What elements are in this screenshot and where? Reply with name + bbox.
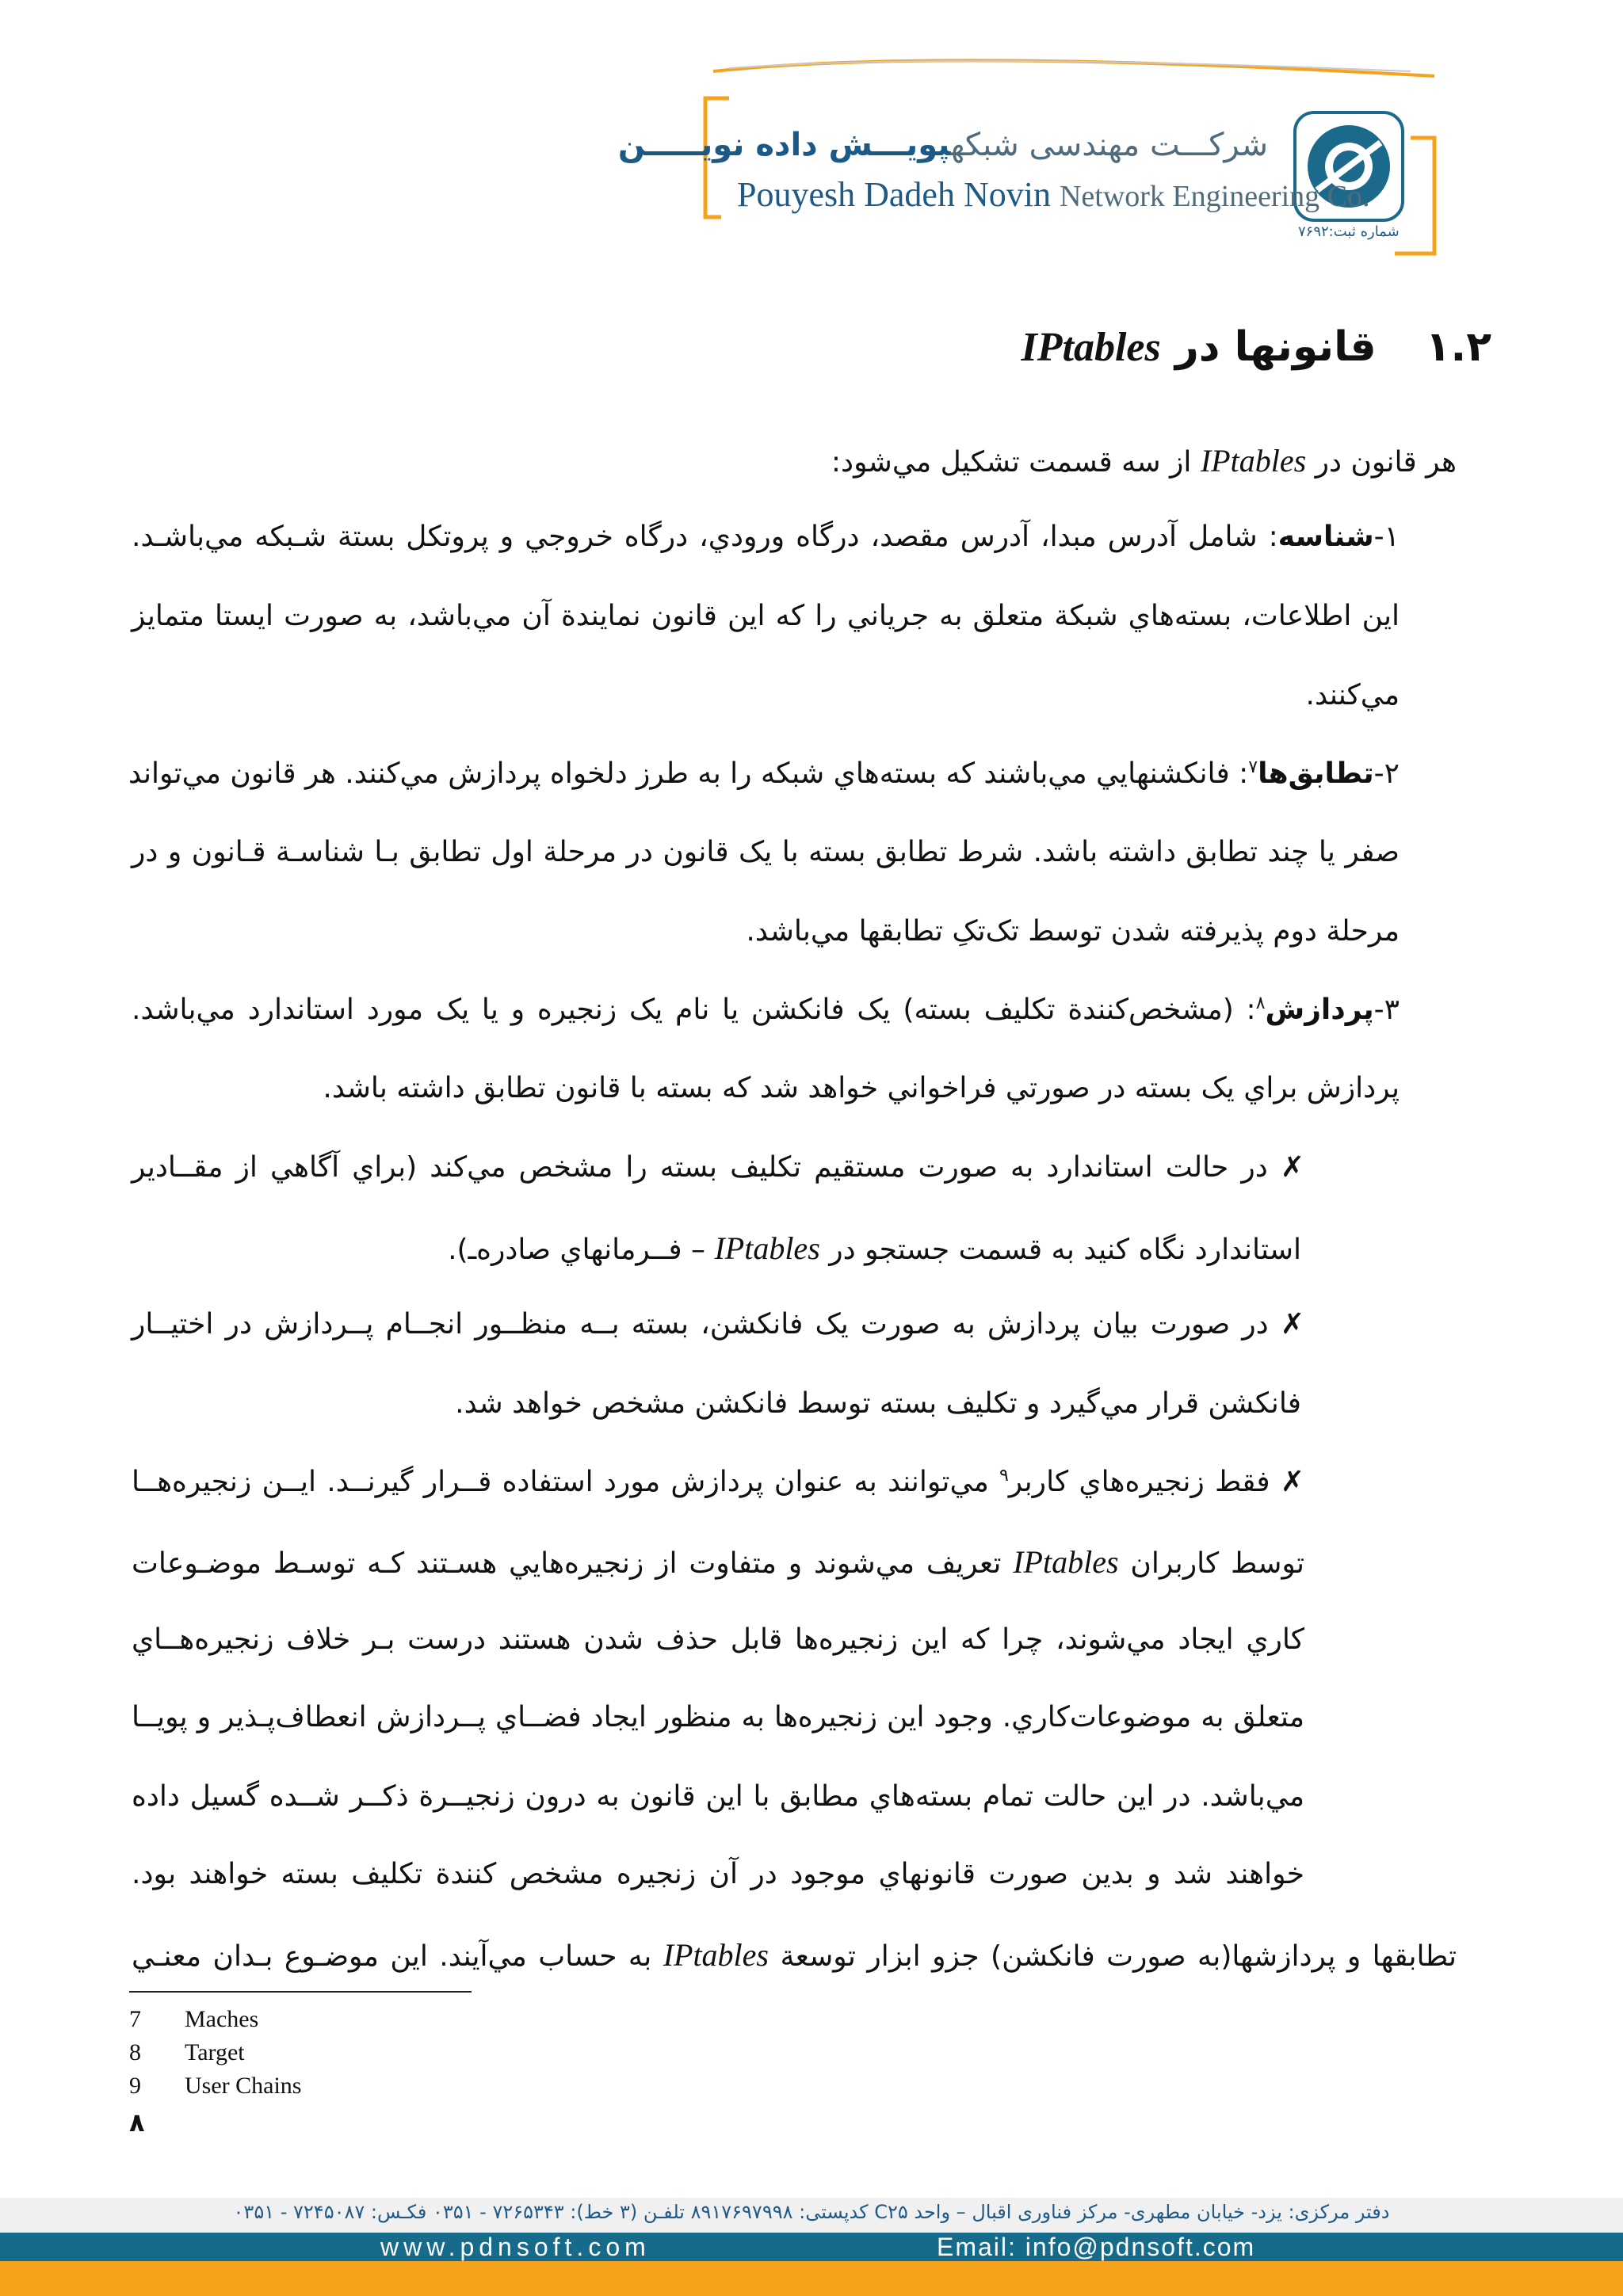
text-run: : فانکشنهايي مي‌باشند که بسته‌هاي شبکه را به طرز دلخواه پردازش مي‌کنند. هر قانون مي‌تواند (128, 757, 1249, 790)
text-run: توسط کاربران (1130, 1547, 1304, 1580)
section-number: ۱.۲ (1425, 323, 1491, 371)
registration-number: شماره ثبت:۷۶۹۲ (1298, 223, 1400, 240)
footnote-number: 7 (129, 2006, 141, 2032)
item-number: ۳- (1373, 994, 1400, 1026)
footnote (129, 2073, 301, 2100)
text-run: به حساب مي‌آيند. اين موضـوع بـدان معنـي (132, 1940, 652, 1973)
section-title-persian: قانونها در (1174, 323, 1377, 371)
footer-address: دفتر مرکزی: یزد- خیابان مطهری- مرکز فناوری اقبال – واحد C۲۵ کدپستی: ۸۹۱۷۶۹۷۹۹۸ تلفـن (۳ خط): ۷۲۶۵۳۴۳ - ۰۳۵۱ فکـس: ۷۲۴۵۰۸۷ - ۰۳۵۱ (233, 2201, 1390, 2223)
iptables-term: IPtables (1200, 443, 1307, 479)
bullet-cross-icon: ✗ (1280, 1466, 1304, 1498)
header-swoosh-decoration (697, 48, 1450, 87)
footer-email-link[interactable]: Email: info@pdnsoft.com (937, 2233, 1256, 2261)
footnote (129, 2006, 258, 2033)
footnote-text: Target (185, 2039, 245, 2065)
bullet-cross-icon: ✗ (1280, 1151, 1304, 1184)
paragraph-closing (132, 1939, 1457, 1971)
footnote-ref: ۹ (999, 1466, 1009, 1486)
item-3-line-1 (132, 995, 1400, 1024)
item-term: شناسه (1277, 521, 1374, 553)
item-2-line-3: مرحلة دوم پذيرفته شدن توسط تک‌تکِ تطابقها مي‌باشد. (746, 915, 1400, 948)
footnote-text: Maches (185, 2006, 259, 2032)
bullet-cross-icon: ✗ (1280, 1308, 1304, 1341)
footnote-text: User Chains (185, 2073, 302, 2099)
bullet-2-line-1 (132, 1310, 1304, 1339)
company-name-english (737, 174, 1370, 215)
item-1-line-2: اين اطلاعات، بسته‌هاي شبکة متعلق به جرياني را که اين قانون نمايندة آن مي‌باشد، به صورت ايستا متمايز (132, 600, 1400, 632)
section-heading (1022, 323, 1491, 371)
item-number: ۱- (1373, 521, 1400, 553)
company-name-accent: پویـــش داده نویـــــن (617, 127, 951, 163)
footnote (129, 2039, 245, 2066)
company-header (617, 48, 1450, 269)
bullet-1-line-2 (448, 1230, 1301, 1266)
item-number: ۲- (1373, 757, 1400, 790)
page-number: ۸ (129, 2107, 145, 2138)
bullet-3-line-3: کاري ايجاد مي‌شوند، چرا که اين زنجيره‌ها قابل حذف شدن هستند درست بـر خلاف زنجيره‌هــاي (132, 1623, 1304, 1656)
iptables-term: IPtables (663, 1937, 769, 1973)
item-2-line-1 (128, 757, 1400, 790)
footnote-number: 8 (129, 2039, 141, 2065)
footnote-number: 9 (129, 2073, 141, 2099)
bullet-2-line-2: فانکشن قرار مي‌گيرد و تکليف بسته توسط فانکشن مشخص خواهد شد. (455, 1387, 1301, 1420)
text-run: هر قانون در (1315, 446, 1457, 479)
paragraph-intro (831, 445, 1457, 477)
text-run: در حالت استاندارد به صورت مستقيم تکليف بسته را مشخص مي‌کند (براي آگاهي از مقــادير (132, 1151, 1268, 1184)
company-name-tail: Network Engineering Co. (1059, 180, 1370, 213)
text-run: در صورت بيان پردازش به صورت يک فانکشن، بسته بــه منظــور انجــام پــردازش در اختيــار (132, 1308, 1269, 1341)
text-run: استاندارد نگاه کنيد به قسمت جستجو در (829, 1234, 1301, 1266)
text-run: مي‌توانند به عنوان پردازش مورد استفاده قــرار گيرنــد. ايــن زنجيره‌هــا (132, 1466, 989, 1498)
iptables-term: IPtables (1013, 1544, 1119, 1580)
iptables-term: IPtables (714, 1230, 820, 1266)
item-3-line-2: پردازش براي يک بسته در صورتي فراخواني خواهد شد که بسته با قانون تطابق داشته باشد. (323, 1072, 1400, 1104)
footer-contact-bar (0, 2233, 1623, 2261)
company-name-prefix: شرکـــت مهندسی شبکه (950, 127, 1268, 163)
text-run: : شامل آدرس مبدا، آدرس مقصد، درگاه ورودي، درگاه خروجي و پروتکل بستة شـبکه مي‌باشـد. (132, 521, 1278, 553)
item-2-line-2: صفر يا چند تطابق داشته باشد. شرط تطابق بسته با يک قانون در مرحلة اول تطابق بـا شناسـة قـانون و در (132, 836, 1400, 868)
item-term: پردازش (1265, 994, 1374, 1026)
text-run: : (مشخص‌کنندة تکليف بسته) يک فانکشن يا نام يک زنجيره و يا يک مورد استاندارد مي‌باشد. (132, 994, 1256, 1026)
text-run: تطابقها و پردازشها(به صورت فانکشن) جزو ابزار توسعة (780, 1940, 1457, 1973)
bullet-3-line-4: متعلق به موضوعات‌کاري. وجود اين زنجيره‌ها به منظور ايجاد فضــاي پــردازش انعطاف‌پـذير و پويــا (132, 1701, 1304, 1733)
footnote-separator (129, 1991, 472, 1993)
item-1-line-3: مي‌کنند. (1305, 679, 1400, 711)
bullet-3-line-5: مي‌باشد. در اين حالت تمام بسته‌هاي مطابق با اين قانون به درون زنجيــرة ذکــر شــده گسيل داده (132, 1780, 1304, 1813)
text-run: فقط زنجيره‌هاي کاربر (1008, 1466, 1270, 1498)
section-title-latin: IPtables (1021, 325, 1161, 370)
footnote-ref: ۸ (1255, 994, 1266, 1013)
bullet-3-line-1 (132, 1467, 1304, 1497)
bullet-1-line-1 (132, 1151, 1304, 1184)
item-1-line-1 (132, 523, 1400, 551)
text-run: از سه قسمت تشکيل مي‌شود: (831, 446, 1192, 479)
footer-website-link[interactable]: www.pdnsoft.com (380, 2233, 651, 2261)
footer-accent-bar (0, 2261, 1623, 2296)
footnote-ref: ۷ (1248, 757, 1258, 777)
text-run: – فــرمانهاي صادره‌ـ). (448, 1234, 705, 1266)
bullet-3-line-6: خواهند شد و بدين صورت قانونهاي موجود در آن زنجيره مشخص کنندة تکليف بسته خواهند بود. (132, 1858, 1304, 1890)
text-run: تعريف مي‌شوند و متفاوت از زنجيره‌هايي هسـتند کـه توسـط موضـوعات (132, 1547, 1002, 1580)
company-name-persian (618, 127, 1268, 163)
item-term: تطابق‌ها (1258, 757, 1374, 790)
company-name-main: Pouyesh Dadeh Novin (737, 175, 1051, 214)
bullet-3-line-2 (132, 1544, 1304, 1580)
